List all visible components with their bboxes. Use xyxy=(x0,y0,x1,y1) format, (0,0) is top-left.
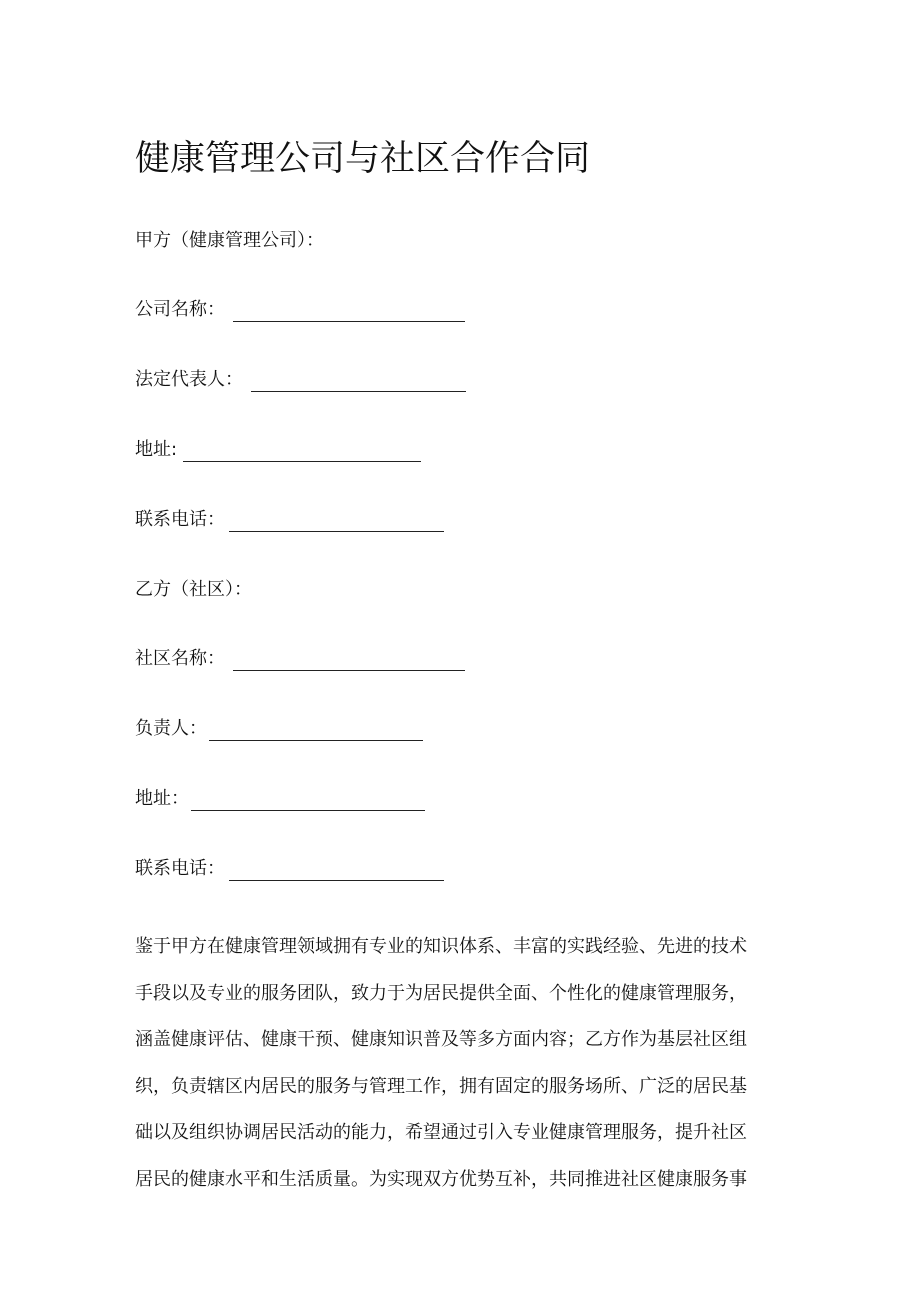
party-a-heading-text: 甲方（健康管理公司）： xyxy=(135,230,324,251)
preamble-line: 手段以及专业的服务团队，致力于为居民提供全面、个性化的健康管理服务， xyxy=(135,982,747,1004)
party-a-phone-label: 联系电话： xyxy=(135,509,225,530)
document-title: 健康管理公司与社区合作合同 xyxy=(135,139,591,179)
preamble-paragraph xyxy=(135,924,775,1203)
preamble-line: 涵盖健康评估、健康干预、健康知识普及等多方面内容；乙方作为基层社区组 xyxy=(135,1029,747,1050)
person-in-charge-blank[interactable] xyxy=(209,724,423,741)
legal-rep-blank[interactable] xyxy=(251,375,466,392)
party-a-address-row xyxy=(135,438,421,462)
party-a-company-name-row xyxy=(135,298,465,322)
preamble-line: 础以及组织协调居民活动的能力，希望通过引入专业健康管理服务，提升社区 xyxy=(135,1122,747,1143)
party-a-phone-blank[interactable] xyxy=(229,515,444,532)
party-b-address-blank[interactable] xyxy=(191,794,425,811)
company-name-blank[interactable] xyxy=(233,305,465,322)
preamble-line: 居民的健康水平和生活质量。为实现双方优势互补，共同推进社区健康服务事 xyxy=(135,1168,747,1190)
preamble-line: 织，负责辖区内居民的服务与管理工作，拥有固定的服务场所、广泛的居民基 xyxy=(135,1075,747,1097)
party-a-heading xyxy=(135,229,324,253)
person-in-charge-label: 负责人： xyxy=(135,718,207,739)
party-b-heading xyxy=(135,578,252,602)
party-b-community-name-row xyxy=(135,647,465,671)
party-a-legal-rep-row xyxy=(135,368,466,392)
community-name-label: 社区名称： xyxy=(135,648,225,669)
party-b-address-label: 地址： xyxy=(135,788,189,809)
party-b-phone-row xyxy=(135,857,444,881)
party-b-heading-text: 乙方（社区）： xyxy=(135,579,252,600)
party-a-address-blank[interactable] xyxy=(183,445,421,462)
community-name-blank[interactable] xyxy=(233,654,465,671)
party-a-phone-row xyxy=(135,508,444,532)
preamble-line: 鉴于甲方在健康管理领域拥有专业的知识体系、丰富的实践经验、先进的技术 xyxy=(135,936,747,957)
party-b-person-in-charge-row xyxy=(135,717,423,741)
party-a-address-label: 地址: xyxy=(135,439,178,460)
party-b-phone-blank[interactable] xyxy=(229,864,444,881)
legal-rep-label: 法定代表人： xyxy=(135,369,243,390)
party-b-phone-label: 联系电话： xyxy=(135,858,225,879)
company-name-label: 公司名称： xyxy=(135,299,225,320)
party-b-address-row xyxy=(135,787,425,811)
